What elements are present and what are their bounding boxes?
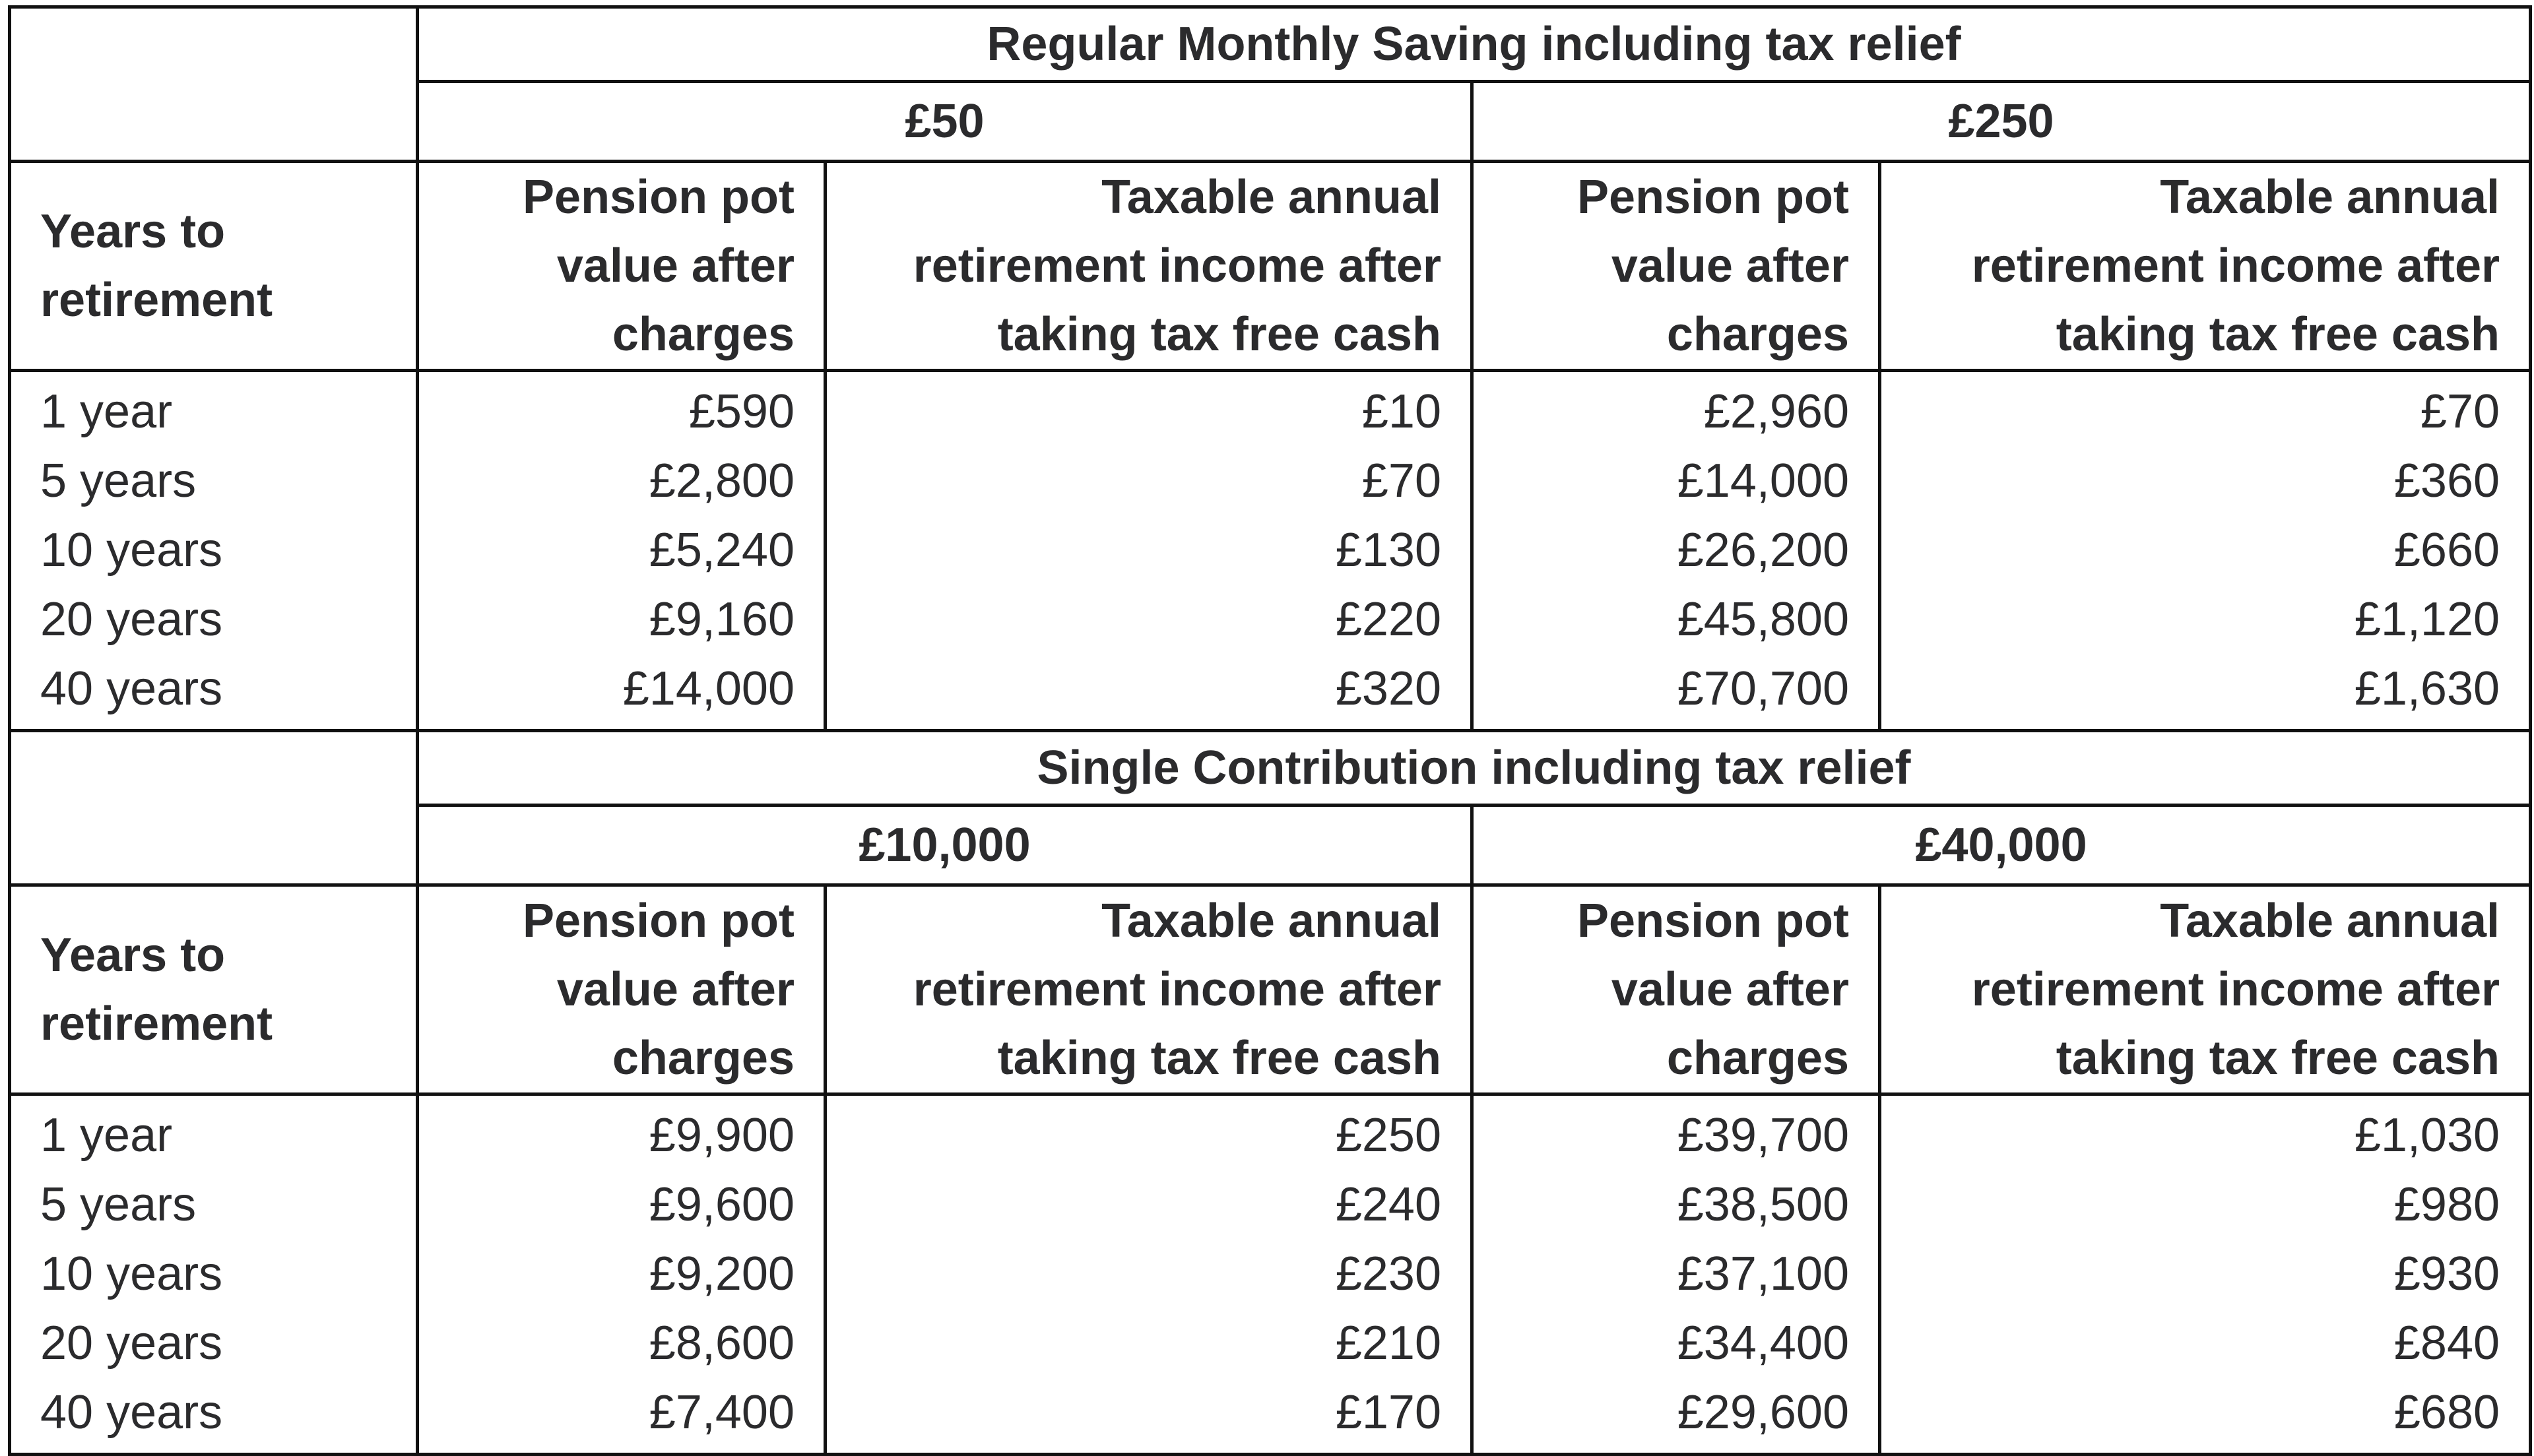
blank-corner-cell: [10, 7, 418, 162]
single-contribution-data: [10, 1094, 2531, 1455]
income-cell: £250: [826, 1094, 1472, 1171]
pot-value-cell: £9,160: [418, 585, 826, 654]
taxable-income-header: Taxable annual retirement income after taking tax free cash: [826, 162, 1472, 371]
pension-pot-header: Pension pot value after charges: [1472, 885, 1880, 1094]
table-row: [10, 654, 2531, 731]
table-row: [10, 585, 2531, 654]
pot-value-cell: £590: [418, 371, 826, 447]
amount-header: £50: [418, 82, 1472, 162]
pot-value-cell: £9,900: [418, 1094, 826, 1171]
pot-value-cell: £9,600: [418, 1170, 826, 1240]
pension-projection-table-container: [8, 5, 2529, 1456]
income-cell: £1,630: [1880, 654, 2531, 731]
pension-pot-header: Pension pot value after charges: [1472, 162, 1880, 371]
income-cell: £210: [826, 1309, 1472, 1378]
regular-monthly-data: [10, 371, 2531, 731]
section-title: Regular Monthly Saving including tax relief: [418, 7, 2531, 82]
income-cell: £170: [826, 1378, 1472, 1455]
years-cell: 40 years: [10, 1378, 418, 1455]
years-to-retirement-header: Years to retirement: [10, 162, 418, 371]
blank-corner-cell: [10, 731, 418, 885]
table-row: [10, 447, 2531, 516]
income-cell: £10: [826, 371, 1472, 447]
years-cell: 20 years: [10, 585, 418, 654]
income-cell: £680: [1880, 1378, 2531, 1455]
income-cell: £130: [826, 516, 1472, 585]
income-cell: £660: [1880, 516, 2531, 585]
pot-value-cell: £38,500: [1472, 1170, 1880, 1240]
amount-header: £40,000: [1472, 806, 2531, 885]
years-to-retirement-header: Years to retirement: [10, 885, 418, 1094]
table-row: [10, 1094, 2531, 1171]
years-cell: 5 years: [10, 447, 418, 516]
income-cell: £220: [826, 585, 1472, 654]
taxable-income-header: Taxable annual retirement income after taking tax free cash: [1880, 885, 2531, 1094]
income-cell: £1,030: [1880, 1094, 2531, 1171]
pot-value-cell: £70,700: [1472, 654, 1880, 731]
income-cell: £70: [1880, 371, 2531, 447]
income-cell: £240: [826, 1170, 1472, 1240]
pot-value-cell: £29,600: [1472, 1378, 1880, 1455]
pot-value-cell: £5,240: [418, 516, 826, 585]
years-cell: 10 years: [10, 516, 418, 585]
section-header-single-contribution: [10, 731, 2531, 1094]
income-cell: £70: [826, 447, 1472, 516]
pot-value-cell: £14,000: [1472, 447, 1880, 516]
pot-value-cell: £9,200: [418, 1240, 826, 1309]
pot-value-cell: £2,800: [418, 447, 826, 516]
pot-value-cell: £26,200: [1472, 516, 1880, 585]
table-row: [10, 516, 2531, 585]
pot-value-cell: £45,800: [1472, 585, 1880, 654]
taxable-income-header: Taxable annual retirement income after taking tax free cash: [826, 885, 1472, 1094]
table-row: [10, 1240, 2531, 1309]
pot-value-cell: £2,960: [1472, 371, 1880, 447]
pot-value-cell: £14,000: [418, 654, 826, 731]
income-cell: £980: [1880, 1170, 2531, 1240]
taxable-income-header: Taxable annual retirement income after taking tax free cash: [1880, 162, 2531, 371]
years-cell: 1 year: [10, 1094, 418, 1171]
pot-value-cell: £39,700: [1472, 1094, 1880, 1171]
years-cell: 5 years: [10, 1170, 418, 1240]
income-cell: £360: [1880, 447, 2531, 516]
pot-value-cell: £8,600: [418, 1309, 826, 1378]
income-cell: £230: [826, 1240, 1472, 1309]
pot-value-cell: £7,400: [418, 1378, 826, 1455]
amount-header: £250: [1472, 82, 2531, 162]
amount-header: £10,000: [418, 806, 1472, 885]
pot-value-cell: £37,100: [1472, 1240, 1880, 1309]
years-cell: 40 years: [10, 654, 418, 731]
table-row: [10, 1309, 2531, 1378]
table-row: [10, 1378, 2531, 1455]
table-row: [10, 371, 2531, 447]
years-cell: 1 year: [10, 371, 418, 447]
years-cell: 20 years: [10, 1309, 418, 1378]
income-cell: £930: [1880, 1240, 2531, 1309]
pot-value-cell: £34,400: [1472, 1309, 1880, 1378]
income-cell: £320: [826, 654, 1472, 731]
pension-projection-table: [8, 5, 2532, 1456]
income-cell: £1,120: [1880, 585, 2531, 654]
section-title: Single Contribution including tax relief: [418, 731, 2531, 806]
years-cell: 10 years: [10, 1240, 418, 1309]
table-row: [10, 1170, 2531, 1240]
income-cell: £840: [1880, 1309, 2531, 1378]
section-header-regular-monthly: [10, 7, 2531, 371]
pension-pot-header: Pension pot value after charges: [418, 162, 826, 371]
pension-pot-header: Pension pot value after charges: [418, 885, 826, 1094]
